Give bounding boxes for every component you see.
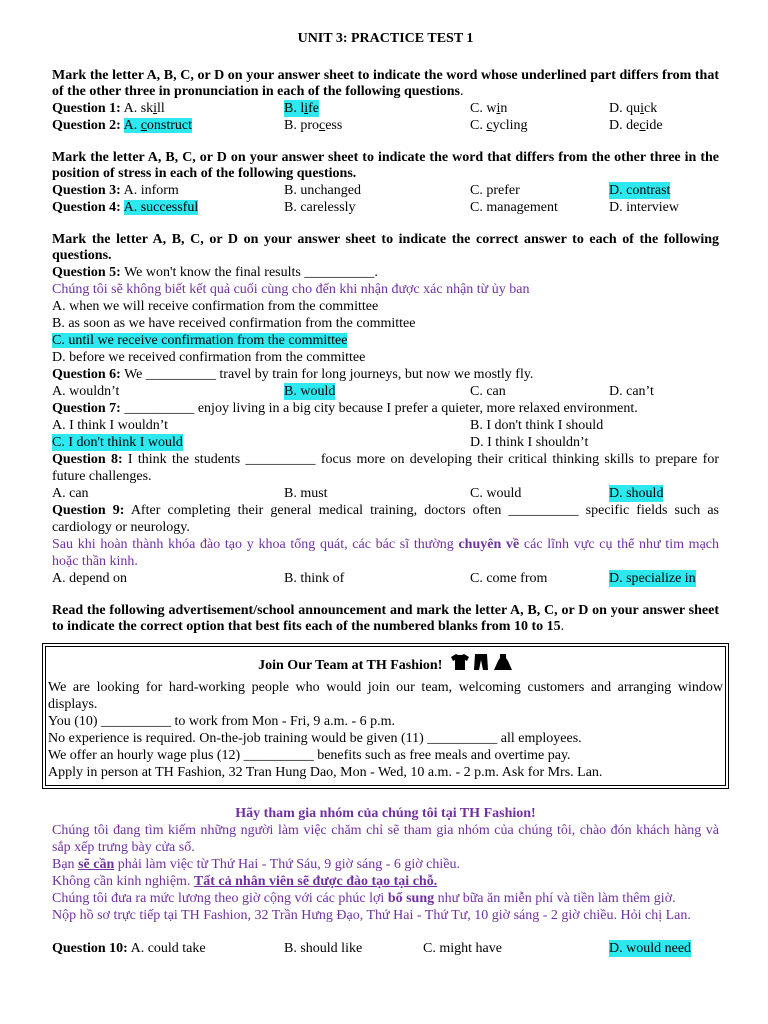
translation-q5: Chúng tôi sẽ không biết kết quả cuối cùng cho đến khi nhận được xác nhận từ ủy ban (52, 282, 530, 297)
question-label: Question 2: (52, 118, 121, 133)
option-d-highlighted: D. should (609, 486, 664, 501)
option-c: C. win (470, 101, 508, 116)
option-a: A. skill (123, 101, 165, 116)
option-c-highlighted: C. until we receive confirmation from the committee (52, 333, 348, 348)
shirt-icon (450, 653, 470, 671)
option-a-highlighted: A. construct (123, 118, 193, 133)
instruction-correct-answer: Mark the letter A, B, C, or D on your answer sheet to indicate the correct answer to each of the following questions. (52, 232, 719, 263)
question-row (52, 417, 719, 434)
option-d: D. quick (609, 101, 658, 116)
question-row (52, 117, 719, 134)
option-c: C. management (470, 200, 558, 215)
option-b: B. I don't think I should (470, 418, 604, 433)
option-a: A. wouldn’t (52, 384, 120, 399)
option-c: C. might have (423, 941, 502, 956)
translation-line: Không cần kinh nghiệm. Tất cả nhân viên sẽ được đào tạo tại chỗ. (52, 874, 438, 889)
option-c: C. cycling (470, 118, 528, 133)
option-d: D. before we received confirmation from the committee (52, 350, 366, 365)
option-d: D. interview (609, 200, 679, 215)
option-d: D. decide (609, 118, 663, 133)
option-a: A. I think I wouldn’t (52, 418, 169, 433)
ad-line: Apply in person at TH Fashion, 32 Tran Hung Dao, Mon - Wed, 10 a.m. - 2 p.m. Ask for Mrs. Lan. (48, 765, 603, 780)
translation-q9: Sau khi hoàn thành khóa đào tạo y khoa tổng quát, các bác sĩ thường chuyên về các lĩnh vực cụ thể như tim mạch hoặc thần kinh. (52, 537, 719, 569)
ad-line: You (10) __________ to work from Mon - Fri, 9 a.m. - 6 p.m. (48, 714, 396, 729)
option-b-highlighted: B. life (284, 101, 320, 116)
option-d-highlighted: D. would need (609, 941, 692, 956)
question-row (52, 182, 719, 199)
instruction-pronunciation: Mark the letter A, B, C, or D on your answer sheet to indicate the word whose underlined part differs from that of the other three in pronunciation in each of the following questions. (52, 68, 719, 99)
instruction-reading: Read the following advertisement/school announcement and mark the letter A, B, C, or D on your answer sheet to indicate the correct option that best fits each of the numbered blanks from 10 to 15. (52, 603, 719, 634)
question-row (52, 199, 719, 216)
option-a: A. when we will receive confirmation from the committee (52, 299, 379, 314)
option-a: A. inform (123, 183, 179, 198)
question-row (52, 570, 719, 587)
question-label: Question 10: (52, 941, 128, 956)
option-b: B. think of (284, 571, 345, 586)
option-b: B. must (284, 486, 328, 501)
ad-line: We are looking for hard-working people who would join our team, welcoming customers and arranging window displays. (48, 680, 723, 712)
option-c-highlighted: C. I don't think I would (52, 435, 183, 450)
ad-line: No experience is required. On-the-job training would be given (11) __________ all employees. (48, 731, 582, 746)
pants-icon (473, 653, 489, 671)
option-b: B. unchanged (284, 183, 361, 198)
option-a: A. could take (130, 941, 206, 956)
question-label: Question 3: (52, 183, 121, 198)
option-a-highlighted: A. successful (123, 200, 199, 215)
option-c: C. would (470, 486, 522, 501)
question-label: Question 1: (52, 101, 121, 116)
question-7: Question 7: __________ enjoy living in a big city because I prefer a quieter, more relaxed environment. (52, 401, 638, 416)
ad-line: We offer an hourly wage plus (12) __________ benefits such as free meals and overtime pay. (48, 748, 571, 763)
worksheet-page (48, 30, 723, 957)
option-b: B. as soon as we have received confirmation from the committee (52, 316, 416, 331)
question-row (52, 383, 719, 400)
question-5: Question 5: We won't know the final results __________. (52, 265, 378, 280)
option-b: B. process (284, 118, 343, 133)
question-row (52, 485, 719, 502)
option-c: C. prefer (470, 183, 520, 198)
question-9: Question 9: After completing their general medical training, doctors often __________ specific fields such as cardiology or neurology. (52, 503, 719, 535)
dress-icon (493, 653, 513, 671)
translation-line: Nộp hồ sơ trực tiếp tại TH Fashion, 32 Trần Hưng Đạo, Thứ Hai - Thứ Tư, 10 giờ sáng - 2 giờ chiều. Hỏi chị Lan. (52, 908, 691, 923)
page-title: UNIT 3: PRACTICE TEST 1 (297, 31, 474, 46)
translation-line: Bạn sẽ cần phải làm việc từ Thứ Hai - Thứ Sáu, 9 giờ sáng - 6 giờ chiều. (52, 857, 461, 872)
question-row (52, 100, 719, 117)
option-d-highlighted: D. contrast (609, 183, 671, 198)
advertisement-box (42, 643, 729, 789)
question-row (52, 434, 719, 451)
instruction-stress: Mark the letter A, B, C, or D on your answer sheet to indicate the word that differs from the other three in the position of stress in each of the following questions. (52, 150, 719, 181)
ad-title: Join Our Team at TH Fashion! (48, 653, 723, 679)
option-d-highlighted: D. specialize in (609, 571, 696, 586)
question-6: Question 6: We __________ travel by train for long journeys, but now we mostly fly. (52, 367, 534, 382)
translation-line: Chúng tôi đưa ra mức lương theo giờ cộng với các phúc lợi bổ sung như bữa ăn miễn phí và tiền làm thêm giờ. (52, 891, 676, 906)
translation-line: Chúng tôi đang tìm kiếm những người làm việc chăm chỉ sẽ tham gia nhóm của chúng tôi, chào đón khách hàng và sắp xếp trưng bày cửa sổ. (52, 823, 719, 855)
option-d: D. I think I shouldn’t (470, 435, 589, 450)
option-b: B. should like (284, 941, 363, 956)
option-b-highlighted: B. would (284, 384, 336, 399)
option-a: A. depend on (52, 571, 128, 586)
option-c: C. can (470, 384, 506, 399)
option-a: A. can (52, 486, 89, 501)
question-label: Question 4: (52, 200, 121, 215)
option-d: D. can’t (609, 384, 654, 399)
option-b: B. carelessly (284, 200, 356, 215)
question-8: Question 8: I think the students __________ focus more on developing their critical thinking skills to prepare for future challenges. (52, 452, 719, 484)
translation-title: Hãy tham gia nhóm của chúng tôi tại TH Fashion! (235, 806, 536, 821)
option-c: C. come from (470, 571, 548, 586)
question-row (52, 940, 719, 957)
